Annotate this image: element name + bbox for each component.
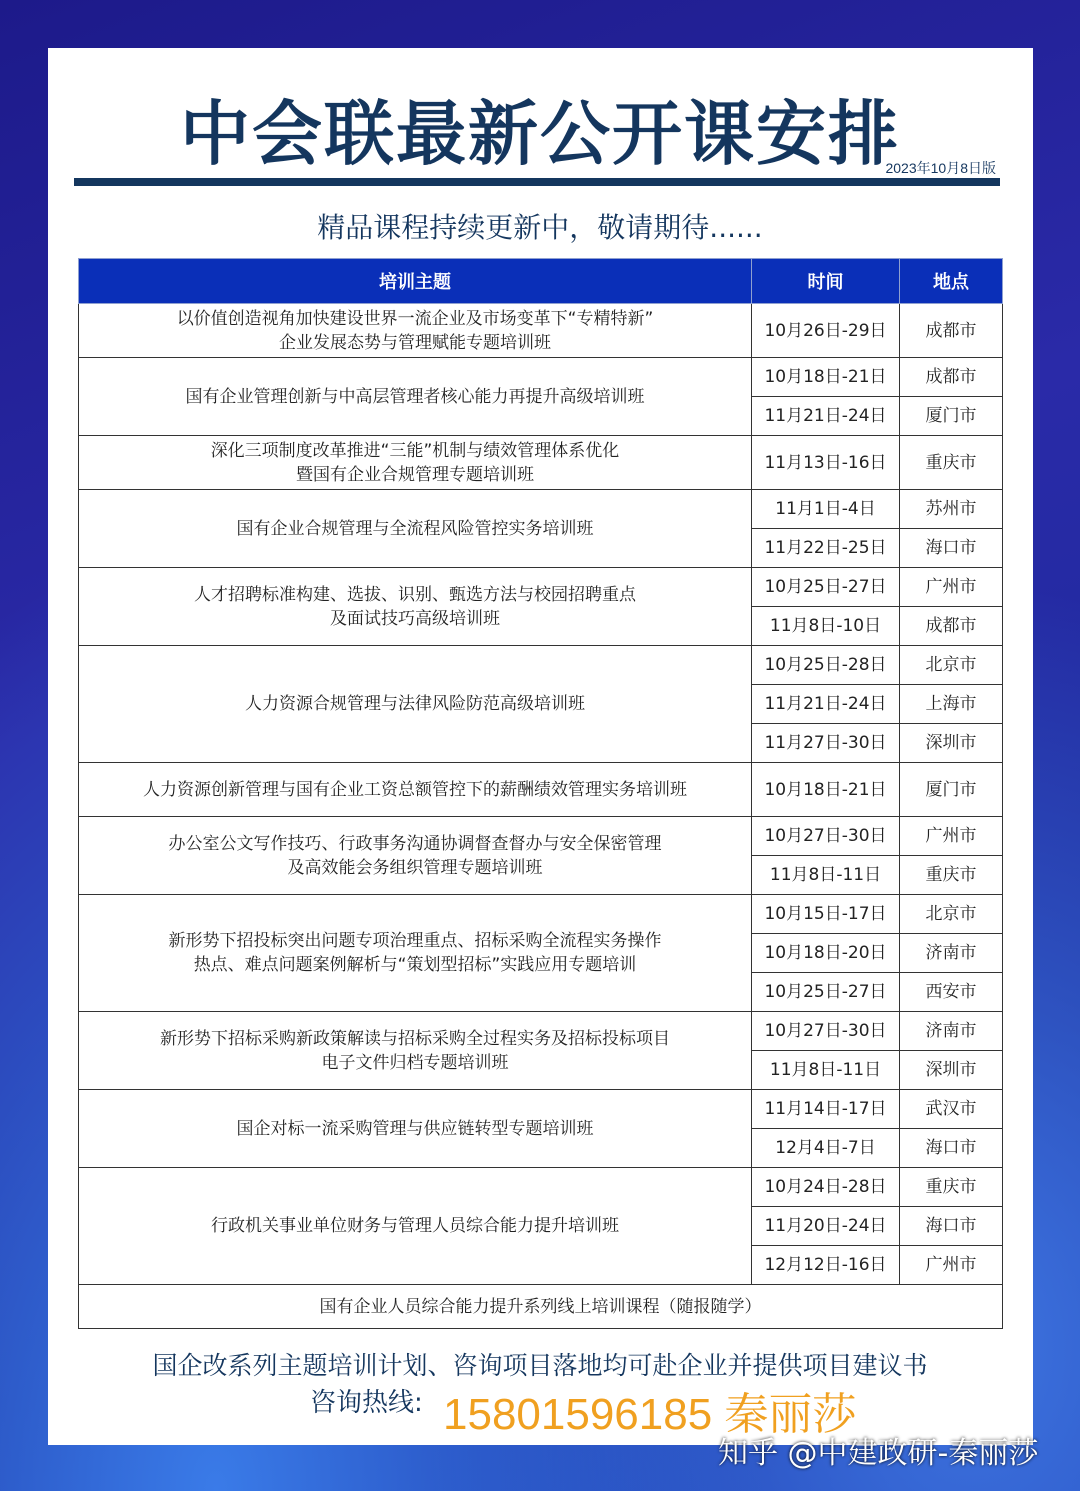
page-title: 中会联最新公开课安排	[180, 93, 900, 175]
session-city: 苏州市	[900, 490, 1003, 529]
session-city: 重庆市	[900, 856, 1003, 895]
session-date: 11月8日-11日	[752, 1051, 900, 1090]
topic-line: 国有企业管理创新与中高层管理者核心能力再提升高级培训班	[185, 386, 645, 407]
session-city: 厦门市	[900, 763, 1003, 817]
session-date: 10月15日-17日	[752, 895, 900, 934]
session-city: 重庆市	[900, 436, 1003, 490]
header-topic: 培训主题	[79, 259, 752, 304]
table-row	[79, 895, 1003, 934]
table-row	[79, 1168, 1003, 1207]
watermark: 知乎 @中建政研-秦丽莎	[718, 1436, 1039, 1471]
edition-date: 2023年10月8日版	[885, 160, 996, 176]
topic-line: 电子文件归档专题培训班	[321, 1052, 509, 1073]
table-row	[79, 1012, 1003, 1051]
hotline-label: 咨询热线:	[310, 1388, 423, 1418]
topic-line: 国企对标一流采购管理与供应链转型专题培训班	[236, 1118, 594, 1139]
session-date: 10月24日-28日	[752, 1168, 900, 1207]
topic-line: 新形势下招投标突出问题专项治理重点、招标采购全流程实务操作	[168, 931, 662, 951]
session-date: 11月14日-17日	[752, 1090, 900, 1129]
session-date: 10月25日-27日	[752, 568, 900, 607]
session-date: 10月27日-30日	[752, 1012, 900, 1051]
topic-line: 人才招聘标准构建、选拔、识别、甄选方法与校园招聘重点	[194, 584, 636, 605]
session-date: 10月18日-21日	[752, 763, 900, 817]
table-row	[79, 817, 1003, 856]
session-city: 成都市	[900, 358, 1003, 397]
session-city: 北京市	[900, 895, 1003, 934]
table-row	[79, 1090, 1003, 1129]
session-date: 12月12日-16日	[752, 1246, 900, 1285]
session-city: 海口市	[900, 529, 1003, 568]
session-date: 10月18日-20日	[752, 934, 900, 973]
session-city: 海口市	[900, 1207, 1003, 1246]
session-city: 北京市	[900, 646, 1003, 685]
topic-line: 人力资源创新管理与国有企业工资总额管控下的薪酬绩效管理实务培训班	[143, 779, 687, 800]
session-date: 11月21日-24日	[752, 685, 900, 724]
session-city: 西安市	[900, 973, 1003, 1012]
session-date: 11月8日-11日	[752, 856, 900, 895]
header-city: 地点	[900, 259, 1003, 304]
session-date: 11月8日-10日	[752, 607, 900, 646]
session-city: 济南市	[900, 934, 1003, 973]
topic-line: 及高效能会务组织管理专题培训班	[287, 857, 543, 878]
topic-line: 人力资源合规管理与法律风险防范高级培训班	[245, 694, 585, 714]
session-city: 广州市	[900, 568, 1003, 607]
course-topic	[79, 817, 752, 895]
session-city: 上海市	[900, 685, 1003, 724]
session-date: 11月22日-25日	[752, 529, 900, 568]
session-city: 深圳市	[900, 724, 1003, 763]
session-city: 济南市	[900, 1012, 1003, 1051]
table-row	[79, 646, 1003, 685]
course-topic	[79, 646, 752, 763]
topic-line: 深化三项制度改革推进“三能”机制与绩效管理体系优化	[210, 440, 620, 461]
course-topic	[79, 304, 752, 358]
topic-line: 企业发展态势与管理赋能专题培训班	[279, 332, 551, 353]
topic-line: 国有企业合规管理与全流程风险管控实务培训班	[236, 518, 594, 539]
session-date: 10月25日-28日	[752, 646, 900, 685]
course-topic	[79, 895, 752, 1012]
online-course-row	[79, 1285, 1003, 1329]
topic-line: 办公室公文写作技巧、行政事务沟通协调督查督办与安全保密管理	[168, 833, 662, 854]
session-city: 重庆市	[900, 1168, 1003, 1207]
course-topic	[79, 490, 752, 568]
topic-line: 及面试技巧高级培训班	[330, 608, 500, 629]
online-course: 国有企业人员综合能力提升系列线上培训课程（随报随学）	[79, 1285, 1003, 1329]
session-city: 广州市	[900, 1246, 1003, 1285]
table-row	[79, 358, 1003, 397]
topic-line: 热点、难点问题案例解析与“策划型招标”实践应用专题培训	[193, 955, 637, 975]
table-row	[79, 436, 1003, 490]
footer-note: 国企改系列主题培训计划、咨询项目落地均可赴企业并提供项目建议书	[152, 1351, 928, 1380]
course-topic	[79, 1012, 752, 1090]
session-date: 12月4日-7日	[752, 1129, 900, 1168]
course-topic	[79, 763, 752, 817]
session-date: 10月26日-29日	[752, 304, 900, 358]
header-date: 时间	[752, 259, 900, 304]
session-date: 11月13日-16日	[752, 436, 900, 490]
topic-line: 行政机关事业单位财务与管理人员综合能力提升培训班	[211, 1216, 619, 1236]
session-city: 厦门市	[900, 397, 1003, 436]
session-date: 10月27日-30日	[752, 817, 900, 856]
session-date: 11月27日-30日	[752, 724, 900, 763]
topic-line: 新形势下招标采购新政策解读与招标采购全过程实务及招标投标项目	[160, 1028, 670, 1049]
course-topic	[79, 358, 752, 436]
table-row	[79, 304, 1003, 358]
session-date: 11月20日-24日	[752, 1207, 900, 1246]
session-city: 成都市	[900, 607, 1003, 646]
topic-line: 暨国有企业合规管理专题培训班	[296, 464, 534, 485]
session-city: 成都市	[900, 304, 1003, 358]
course-topic	[79, 436, 752, 490]
subtitle: 精品课程持续更新中，敬请期待......	[317, 211, 763, 244]
course-topic	[79, 568, 752, 646]
hotline-phone: 15801596185 秦丽莎	[443, 1390, 857, 1439]
session-date: 10月18日-21日	[752, 358, 900, 397]
session-date: 11月21日-24日	[752, 397, 900, 436]
session-date: 11月1日-4日	[752, 490, 900, 529]
session-city: 广州市	[900, 817, 1003, 856]
table-row	[79, 490, 1003, 529]
table-row	[79, 568, 1003, 607]
course-topic	[79, 1090, 752, 1168]
course-schedule-table	[78, 258, 1003, 1329]
session-date: 10月25日-27日	[752, 973, 900, 1012]
session-city: 海口市	[900, 1129, 1003, 1168]
title-divider	[74, 178, 1000, 186]
session-city: 武汉市	[900, 1090, 1003, 1129]
session-city: 深圳市	[900, 1051, 1003, 1090]
course-topic	[79, 1168, 752, 1285]
topic-line: 以价值创造视角加快建设世界一流企业及市场变革下“专精特新”	[176, 308, 654, 329]
table-row	[79, 763, 1003, 817]
